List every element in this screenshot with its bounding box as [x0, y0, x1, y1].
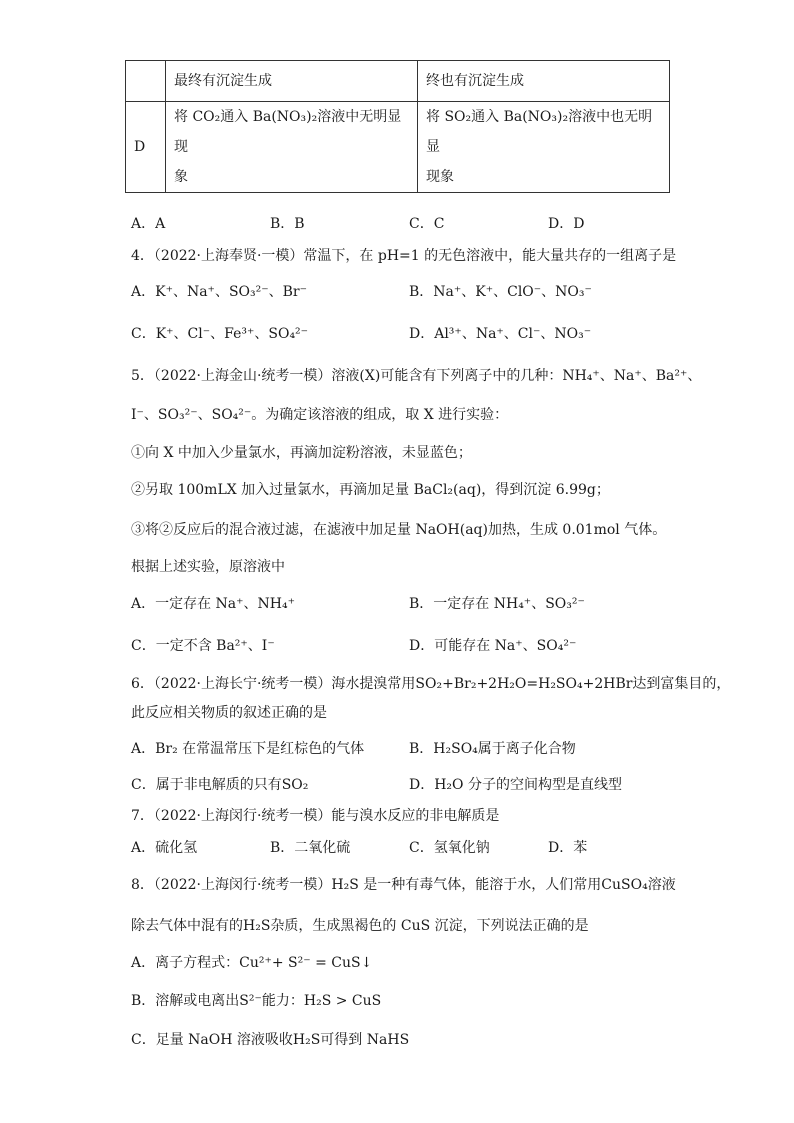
q5-step-3: ③将②反应后的混合液过滤，在滤液中加足量 NaOH(aq)加热，生成 0.01mol 气体。: [131, 522, 667, 538]
table-cell: 最终有沉淀生成: [166, 61, 418, 102]
q5-option-c: C．一定不含 Ba²⁺、I⁻: [131, 638, 275, 654]
q5-stem-line1: 5．（2022·上海金山·统考一模）溶液(X)可能含有下列离子中的几种：NH₄⁺、Na⁺、Ba²⁺、: [131, 368, 702, 384]
cell-line: 现象: [426, 169, 454, 185]
q4-option-c: C．K⁺、Cl⁻、Fe³⁺、SO₄²⁻: [131, 326, 309, 342]
q5-option-d: D．可能存在 Na⁺、SO₄²⁻: [409, 638, 577, 654]
q6-option-b: B．H₂SO₄属于离子化合物: [409, 741, 576, 757]
q6-stem-line2: 此反应相关物质的叙述正确的是: [131, 705, 327, 721]
q6-stem-line1: 6．（2022·上海长宁·统考一模）海水提溴常用SO₂+Br₂+2H₂O=H₂SO₄+2HBr达到富集目的，: [131, 676, 731, 692]
q3-option-b: B．B: [270, 216, 305, 232]
q7-stem: 7．（2022·上海闵行·统考一模）能与溴水反应的非电解质是: [131, 808, 500, 824]
q5-step-4: 根据上述实验，原溶液中: [131, 559, 285, 575]
table-cell-label: D: [126, 102, 166, 193]
q7-option-d: D．苯: [548, 840, 588, 856]
q3-option-c: C．C: [409, 216, 445, 232]
q6-option-c: C．属于非电解质的只有SO₂: [131, 777, 309, 793]
comparison-table: [125, 60, 670, 193]
q8-option-b: B．溶解或电离出S²⁻能力：H₂S > CuS: [131, 993, 382, 1009]
q5-step-2: ②另取 100mLX 加入过量氯水，再滴加足量 BaCl₂(aq)，得到沉淀 6.99g；: [131, 482, 610, 498]
q8-stem-line2: 除去气体中混有的H₂S杂质，生成黑褐色的 CuS 沉淀，下列说法正确的是: [131, 918, 589, 934]
table-cell-label: [126, 61, 166, 102]
q4-stem: 4．（2022·上海奉贤·一模）常温下，在 pH=1 的无色溶液中，能大量共存的一组离子是: [131, 248, 677, 264]
q4-option-a: A．K⁺、Na⁺、SO₃²⁻、Br⁻: [131, 284, 307, 300]
table-cell: [166, 102, 418, 193]
table-row: [126, 61, 670, 102]
q5-option-b: B．一定存在 NH₄⁺、SO₃²⁻: [409, 596, 585, 612]
q8-stem-line1: 8．（2022·上海闵行·统考一模）H₂S 是一种有毒气体，能溶于水，人们常用CuSO₄溶液: [131, 877, 676, 893]
table-cell: [418, 102, 670, 193]
cell-line: 将 CO₂通入 Ba(NO₃)₂溶液中无明显现: [174, 109, 402, 155]
q4-option-d: D．Al³⁺、Na⁺、Cl⁻、NO₃⁻: [409, 326, 592, 342]
q8-option-a: A．离子方程式：Cu²⁺+ S²⁻ = CuS↓: [131, 955, 373, 971]
q7-option-c: C．氢氧化钠: [409, 840, 490, 856]
q3-option-a: A．A: [131, 216, 166, 232]
q5-option-a: A．一定存在 Na⁺、NH₄⁺: [131, 596, 296, 612]
q7-option-b: B．二氧化硫: [270, 840, 351, 856]
q8-option-c: C．足量 NaOH 溶液吸收H₂S可得到 NaHS: [131, 1032, 410, 1048]
q3-option-d: D．D: [548, 216, 585, 232]
q6-option-a: A．Br₂ 在常温常压下是红棕色的气体: [131, 741, 365, 757]
table-cell: 终也有沉淀生成: [418, 61, 670, 102]
q7-option-a: A．硫化氢: [131, 840, 198, 856]
cell-line: 将 SO₂通入 Ba(NO₃)₂溶液中也无明显: [426, 109, 653, 155]
q5-stem-line2: I⁻、SO₃²⁻、SO₄²⁻。为确定该溶液的组成，取 X 进行实验：: [131, 407, 509, 423]
q4-option-b: B．Na⁺、K⁺、ClO⁻、NO₃⁻: [409, 284, 592, 300]
q5-step-1: ①向 X 中加入少量氯水，再滴加淀粉溶液，未显蓝色；: [131, 445, 472, 461]
q6-option-d: D．H₂O 分子的空间构型是直线型: [409, 777, 622, 793]
cell-line: 象: [174, 169, 188, 185]
table-row: [126, 102, 670, 193]
